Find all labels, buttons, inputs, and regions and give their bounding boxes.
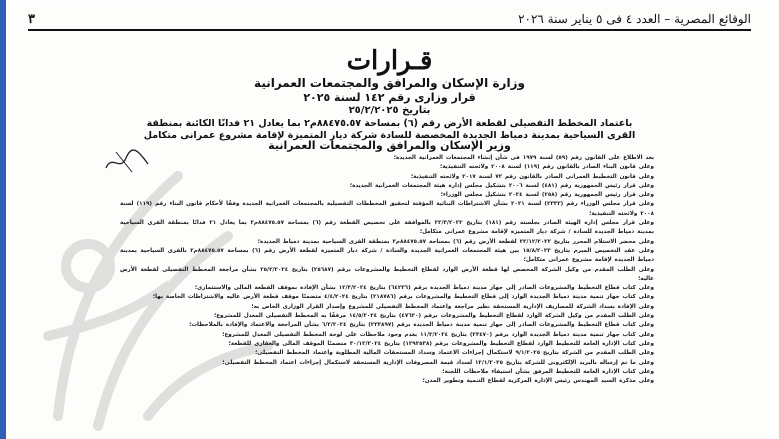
ministry-name: وزارة الإسكان والمرافق والمجتمعات العمرانية bbox=[254, 76, 525, 90]
preamble-paragraph: وعلى كتاب جهاز تنمية مدينة دمياط الجديدة الوارد إلى قطاع التخطيط والمشروعات برقم (٢١٨٧٨٦) بتاريخ ٤/٤/٢٠٢٤ متضمنًا موقف قطعة الأرض عاليه والاشتراطات الخاصة بها؛ bbox=[152, 294, 654, 301]
decree-heading bbox=[130, 76, 649, 117]
minister-title: وزير الإسكان والمرافق والمجتمعات العمرانية bbox=[268, 139, 511, 152]
decree-preamble bbox=[120, 154, 654, 386]
preamble-paragraph: وعلى قانون البناء الصادر بالقانون رقم (١١٩) لسنة ٢٠٠٨ ولائحته التنفيذية؛ bbox=[439, 164, 654, 171]
preamble-paragraph: وعلى قرار مجلس إدارة الهيئة الصادر بجلسته رقم (١٨١) بتاريخ ٢٢/٣/٢٠٢٢ بالموافقة على تخصيص القطعة رقم (٦) بمساحة ٨٨٤٧٥.٥٧م٢ بما يعادل ٢١ فدانًا بمنطقة القرى السياحية بمدينة دمياط الجديدة للسادة / شركة ديار المتميزة لإقامة مشروع عمرانى متكامل؛ bbox=[120, 220, 654, 236]
preamble-paragraph: وعلى محضر الاستلام المحرر بتاريخ ٢٢/١٢/٢٠٢٢ لقطعة الأرض رقم (٦) بمساحة ٨٨٤٧٥.٥٧م٢ بمنطقة القرى السياحية بمدينة دمياط الجديدة؛ bbox=[257, 238, 654, 245]
preamble-paragraph: وعلى كتاب الإدارة العامة للتخطيط المرفق بشأن استيفاء ملاحظات اللجنة؛ bbox=[442, 368, 654, 375]
preamble-paragraph: وعلى كتاب قطاع التخطيط والمشروعات الصادر إلى جهاز مدينة دمياط الجديدة برقم (٦٤٢٣٦) بتاريخ ١٢/٣/٢٠٢٤ بشأن الإفادة بموقف القطعة المالى والاستثمارى؛ bbox=[194, 285, 654, 292]
page-number: ٣ bbox=[28, 11, 35, 27]
page-edge-bar bbox=[0, 0, 6, 439]
preamble-paragraph: وعلى كتاب الإدارة العامة للتخطيط الوارد لقطاع التخطيط والمشروعات برقم (١٢٩٢٥٣٨) بتاريخ ٣٠/١٢/٢٠٢٤ متضمنًا الموقف المالى والعقارى للقطعة؛ bbox=[228, 340, 654, 347]
preamble-paragraph: وعلى قرار رئيس الجمهورية رقم (٤٨١) لسنة ٢٠٠٦ بتشكيل مجلس إدارة هيئة المجتمعات العمرانية الجديدة؛ bbox=[349, 182, 654, 189]
decree-date: بتاريخ ٢٥/٢/٢٠٢٥ bbox=[348, 104, 431, 116]
page-header bbox=[28, 10, 751, 28]
preamble-paragraph: وعلى عقد التخصيص المبرم بتاريخ ١٥/٨/٢٠٢٣ بين هيئة المجتمعات العمرانية الجديدة والسادة / شركة ديار المتميزة لقطعة الأرض رقم (٦) بمساحة ٨٨٤٧٥.٥٧م٢ بالقرى السياحية بمدينة دمياط الجديدة لإقامة مشروع عمرانى متكامل؛ bbox=[120, 247, 654, 264]
preamble-paragraph: وعلى ما تم إرساله بالبريد الإلكترونى للشركة بتاريخ ١٢/١/٢٠٢٥ لسداد قيمة المصروفات الإدارية المستحقة لاستكمال إجراءات اعتماد المخطط التفصيلى؛ bbox=[222, 359, 654, 366]
section-title: قـرارات bbox=[346, 46, 433, 76]
running-title: الوقائع المصرية – العدد ٤ فى ٥ يناير سنة ٢٠٢٦ bbox=[518, 12, 751, 26]
preamble-paragraph: وعلى الطلب المقدم من وكيل الشركة المخصص لها قطعة الأرض الوارد لقطاع التخطيط والمشروعات برقم (٢٥٦٨٧) بتاريخ ٢٥/٢/٢٠٢٤ بشأن مراجعة المخطط التفصيلى لقطعة الأرض عاليه؛ bbox=[120, 266, 654, 282]
header-rule bbox=[28, 29, 751, 31]
decree-number: قرار وزارى رقم ١٤٢ لسنة ٢٠٢٥ bbox=[303, 91, 476, 104]
preamble-paragraph: بعد الاطلاع على القانون رقم (٥٩) لسنة ١٩٧٩ فى شأن إنشاء المجتمعات العمرانية الجديدة؛ bbox=[393, 155, 654, 161]
preamble-paragraph: وعلى الإفادة بسداد الشركة للمصاريف الإدارية المستحقة نظير مراجعة واعتماد المخطط التفصيلى للمشروع وإصدار القرار الوزارى الخاص به؛ bbox=[251, 303, 654, 310]
preamble-paragraph: وعلى قرار رئيس الجمهورية رقم (٢٥٨) لسنة ٢٠٢٤ بتشكيل مجلس الوزراء؛ bbox=[440, 192, 654, 199]
preamble-paragraph: وعلى الطلب المقدم من وكيل الشركة الوارد لقطاع التخطيط والمشروعات برقم (٤٧٦٢٠) بتاريخ ١٤/٥/٢٠٢٤ مرفقًا به المخطط التفصيلى المعدل للمشروع؛ bbox=[214, 313, 654, 320]
preamble-paragraph: وعلى قرار مجلس الوزراء رقم (٢٣٣٢) لسنة ٢٠٢١ بشأن الاشتراطات البنائية المؤقتة لتحقيق المخططات التفصيلية بالمجتمعات العمرانية الجديدة وفقًا لأحكام قانون البناء رقم (١١٩) لسنة ٢٠٠٨ ولائحته التنفيذية؛ bbox=[120, 201, 654, 217]
preamble-paragraph: وعلى الطلب المقدم من الشركة بتاريخ ٩/١/٢٠٢٥ لاستكمال إجراءات الاعتماد وسداد المستحقات المالية المطلوبة واعتماد المخطط التفصيلى؛ bbox=[255, 350, 654, 357]
gazette-page bbox=[10, 6, 769, 439]
preamble-paragraph: وعلى قانون التخطيط العمرانى الصادر بالقانون رقم ٧٢ لسنة ٢٠١٧ ولائحته التنفيذية؛ bbox=[410, 173, 654, 180]
decree-subject: باعتماد المخطط التفصيلى لقطعة الأرض رقم (٦) بمساحة ٨٨٤٧٥.٥٧م٢ بما يعادل ٢١ فدانًا الكائنة بمنطقة القرى السياحية بمدينة دمياط الجديدة المخصصة للسادة شركة ديار المتميزة لإقامة مشروع عمرانى متكامل bbox=[143, 118, 636, 142]
preamble-paragraph: وعلى كتاب جهاز تنمية مدينة دمياط الجديدة الوارد برقم (٢٣٤٧٠) بتاريخ ١١/٢/٢٠٢٤ بعدم وجود ملاحظات على لوحة المخطط التفصيلى المعدل للمشروع؛ bbox=[222, 331, 654, 338]
preamble-paragraph: وعلى مذكرة السيد المهندس رئيس الإدارة المركزية لقطاع التنمية وتطوير المدن؛ bbox=[422, 378, 654, 385]
preamble-paragraph: وعلى كتاب قطاع التخطيط والمشروعات الصادر إلى جهاز تنمية مدينة دمياط الجديدة برقم (٢٣٣٨٩٧) بتاريخ ٦/٢/٢٠٢٤ بشأن المراجعة والاعتماد والإفادة بالملاحظات؛ bbox=[189, 322, 654, 329]
